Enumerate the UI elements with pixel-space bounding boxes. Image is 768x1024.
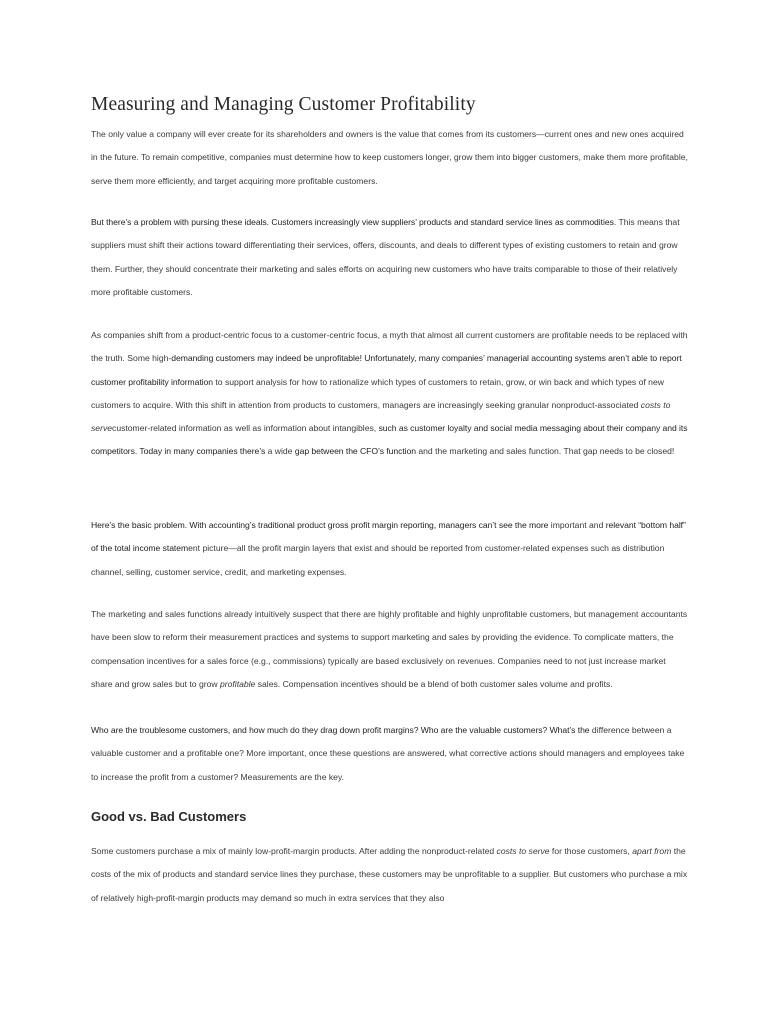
paragraph-text-run: to support analysis for how to rationalize which types of customers to retain, grow, or win back and which types of new customers to acquire. With this shift in attention from products to customers, managers are increasingly seeking granular nonproduct-associated	[91, 376, 664, 410]
paragraph-text-run: the costs of the mix of products and standard service lines they purchase, these customers may be unprofitable to a supplier. But customers who purchase a mix of relatively high-profit-margin products may demand so much in extra services that they also	[91, 846, 688, 903]
section-heading: Good vs. Bad Customers	[91, 809, 247, 824]
emphasis-text: profitable	[219, 678, 256, 689]
paragraph-text-run: . This means that suppliers must shift their actions toward differentiating their services, offers, discounts, and deals to different types of existing customers to retain and grow them. Further, they should concentrate their marketing and sales efforts on acquiring new customers who have traits comparable to those of their relatively more profitable customers.	[91, 217, 680, 297]
paragraph-text-run: important and	[548, 520, 606, 530]
paragraph-text-run: demanding customers may indeed be unprofitable! Unfortunately, many companies’ managerial accounting systems aren’t able to report customer profitability information	[91, 353, 682, 387]
paragraph-questions	[91, 719, 689, 789]
paragraph-text-run: customer-related information as well as information about intangibles,	[112, 423, 379, 434]
paragraph-intro	[91, 123, 689, 193]
paragraph-marketing-sales	[91, 603, 689, 696]
paragraph-text-run: sales. Compensation incentives should be a blend of both customer sales volume and profits.	[255, 678, 613, 689]
paragraph-text-run: But there’s a problem with pursing these ideals. Customers increasingly view suppliers’ products and standard service lines as commodities	[91, 217, 614, 227]
emphasis-text: costs to serve	[91, 399, 671, 434]
paragraph-text-run: As companies shift from a product-centric focus to a customer-centric focus, a myth that almost all current customers are profitable needs to be replaced with the truth. Some high-	[91, 330, 688, 364]
paragraph-good-bad	[91, 840, 689, 910]
paragraph-text-run: ent picture—all the profit margin layers that exist and should be reported from customer-related expenses such as distribution channel, selling, customer service, credit, and marketing expenses.	[91, 543, 665, 577]
paragraph-text-run: gap between the CFO’s function	[294, 446, 416, 457]
paragraph-text-run: Here’s the basic problem. With accounting’s traditional product gross profit margin reporting, managers can’t see the more	[91, 520, 549, 530]
paragraph-basic-problem	[91, 514, 689, 584]
paragraph-problem	[91, 211, 689, 304]
emphasis-text: apart from	[632, 846, 672, 856]
emphasis-text: costs to serve	[496, 846, 550, 856]
paragraph-text-run: relevant “bottom half” of the total income statem	[91, 520, 686, 554]
paragraph-text-run: such as customer loyalty and social media messaging about their company and its competitors. Today in many companies there’s	[91, 423, 688, 457]
page-title: Measuring and Managing Customer Profitability	[91, 94, 476, 115]
paragraph-text-run: and the marketing and sales function. That gap needs to be closed!	[415, 446, 675, 457]
paragraph-text-run: a wide	[265, 446, 295, 457]
paragraph-customer-centric	[91, 324, 689, 464]
paragraph-text-run: The marketing and sales functions already intuitively suspect that there are highly profitable and highly unprofitable customers, but management accountants have been slow to reform their measurement practices and systems to support marketing and sales by providing the evidence. To complicate matters, the compensation incentives for a sales force (e.g., commissions) typically are based exclusively on revenues. Companies need to not just increase market share and grow sales but to grow	[91, 609, 688, 689]
paragraph-text-run: Some customers purchase a mix of mainly low-profit-margin products. After adding the nonproduct-related	[91, 846, 497, 856]
paragraph-text-run: difference between a valuable customer and a profitable one? More important, once these questions are answered, what corrective actions should managers and employees take to increase the profit from a customer? Measurements are the key.	[91, 725, 685, 782]
paragraph-text-run: Who are the troublesome customers, and how much do they drag down profit margins? Who are the valuable customers? What’s the	[91, 725, 590, 735]
paragraph-text-run: The only value a company will ever create for its shareholders and owners is the value that comes from its customers—current ones and new ones acquired in the future. To remain competitive, companies must determine how to keep customers longer, grow them into bigger customers, make them more profitable, serve them more efficiently, and target acquiring more profitable customers.	[91, 129, 688, 186]
paragraph-text-run: for those customers,	[549, 846, 633, 856]
